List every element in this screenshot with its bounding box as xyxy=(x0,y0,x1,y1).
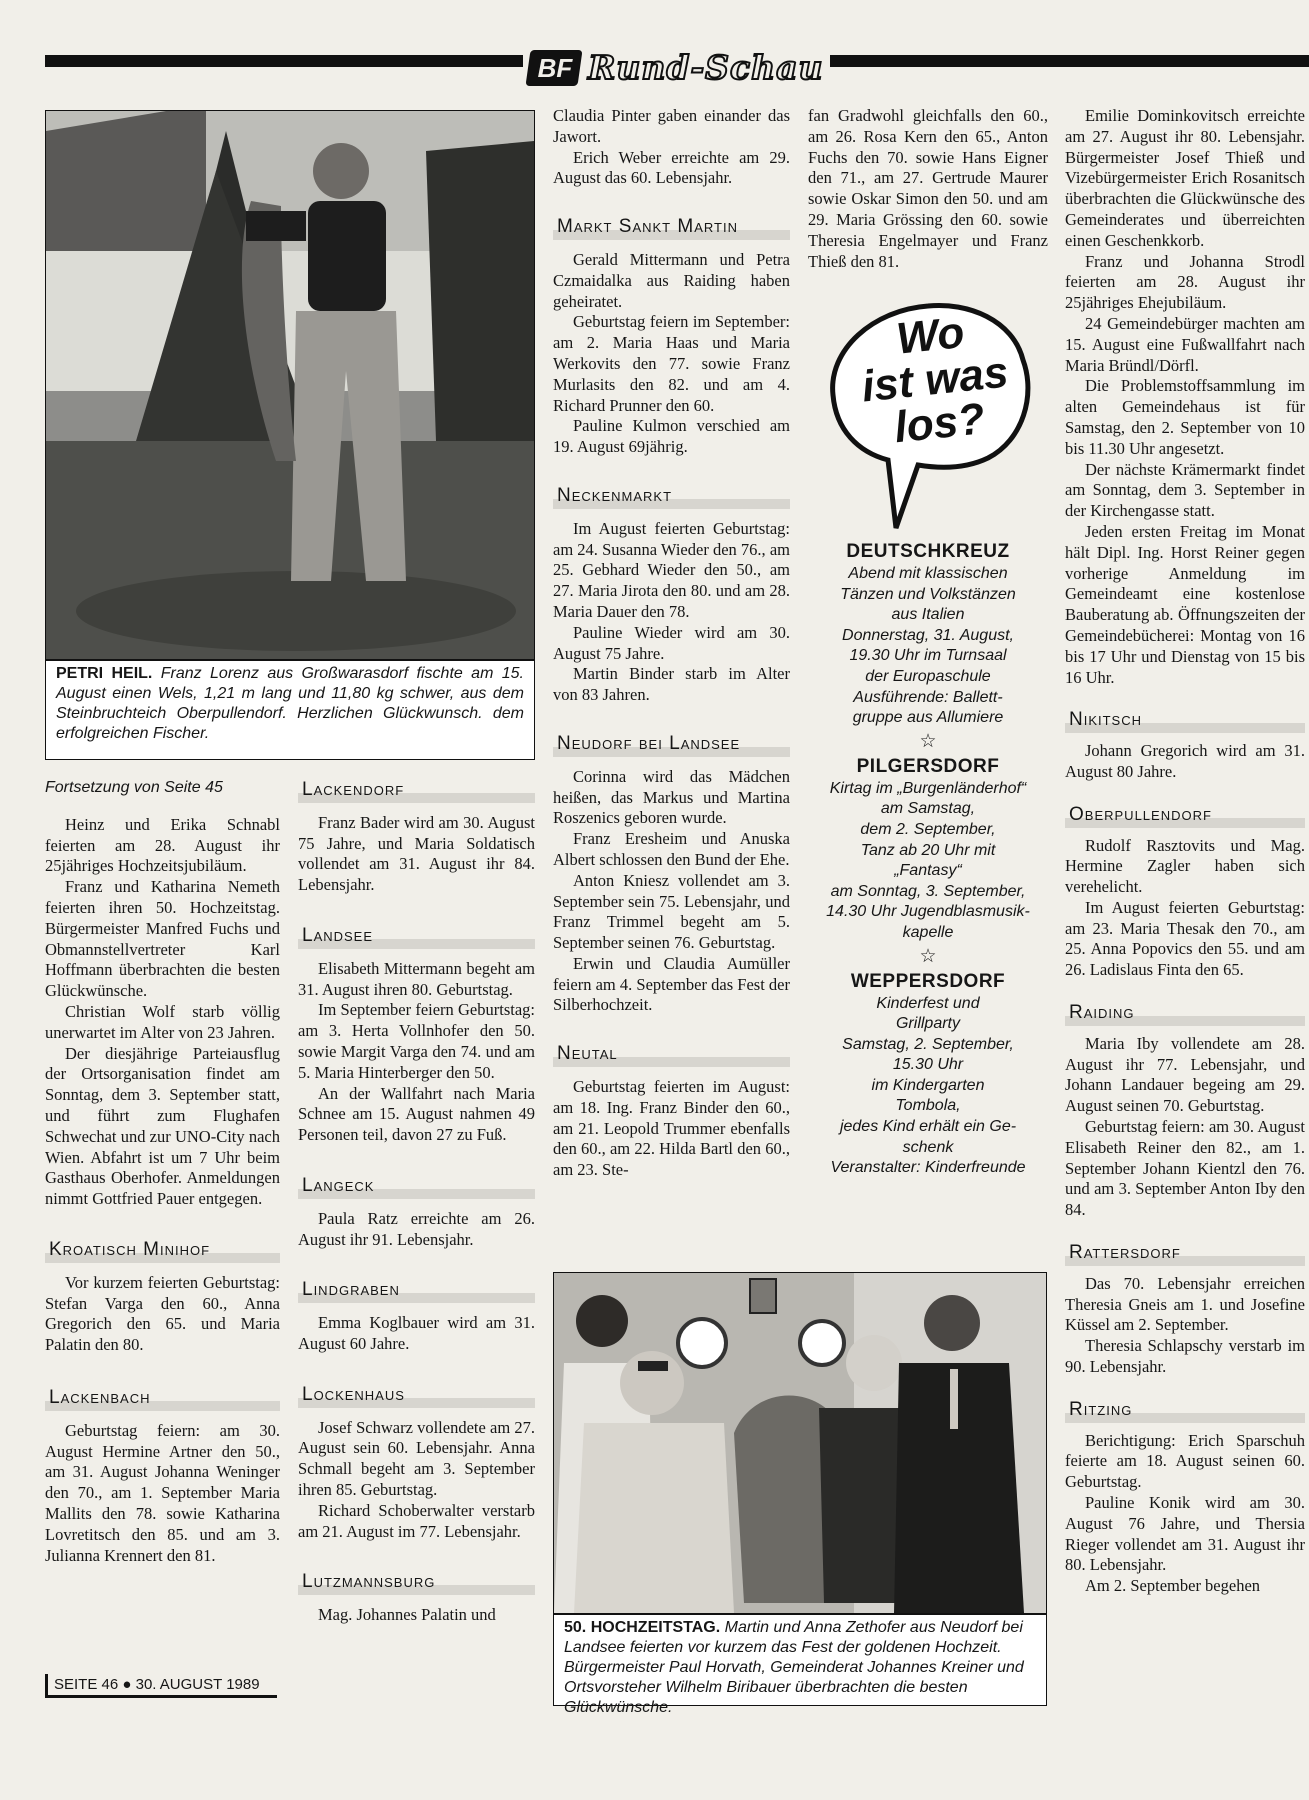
paragraph: Am 2. September begehen xyxy=(1085,1576,1261,1596)
event-line: Ausführende: Ballett- xyxy=(853,688,1003,706)
event-line: im Kindergarten xyxy=(871,1076,985,1094)
paragraph: Das 70. Lebensjahr erreichen Theresia Gneis am 1. und Josefine Küssel am 2. September. xyxy=(1065,1273,1305,1335)
paragraph: Erwin und Claudia Aumüller feiern am 4. September das Fest der Silberhochzeit. xyxy=(553,953,790,1015)
event-line: Donnerstag, 31. August, xyxy=(842,626,1014,644)
heading-lutzmannsburg: Lutzmannsburg xyxy=(298,1570,535,1595)
paragraph: Gerald Mittermann und Petra Czmaidalka aus Raiding haben geheiratet. xyxy=(553,249,790,311)
column-5 xyxy=(1065,106,1305,1597)
column-1 xyxy=(45,778,280,1566)
photo-caption xyxy=(564,1618,1034,1718)
column-2 xyxy=(298,778,535,1626)
paragraph: Geburtstag feiern: am 30. August Elisabeth Reiner den 82., am 1. September Johann Kientzl den 76. und am 3. September Anton Iby den 84. xyxy=(1065,1117,1305,1220)
continued-note: Fortsetzung von Seite 45 xyxy=(45,779,223,796)
event-line: gruppe aus Allumiere xyxy=(852,709,1004,727)
paragraph: Geburtstag feiern: am 30. August Hermine Artner den 50., am 31. August Johanna Weninger den 70., am 1. September Maria Mallits den 78. sowie Katharina Lovretitsch den 85. und am 3. Julianna Krennert den 81. xyxy=(45,1420,280,1565)
heading-landsee: Landsee xyxy=(298,924,535,949)
heading-ritzing: Ritzing xyxy=(1065,1398,1305,1423)
photo-caption xyxy=(56,664,524,744)
bullet-icon: ● xyxy=(122,1676,132,1693)
photo-golden-wedding xyxy=(553,1272,1047,1716)
event-line: „Fantasy“ xyxy=(894,862,962,880)
paragraph: Corinna wird das Mädchen heißen, das Markus und Martina Roszenics geboren wurde. xyxy=(553,766,790,828)
bubble-line-2: ist was xyxy=(859,347,1011,412)
event-line: dem 2. September, xyxy=(860,820,996,838)
paragraph: Geburtstag feiern im September: am 2. Maria Haas und Maria Werkovits den 77. sowie Franz Murlasits den 82. und am 4. Richard Prunner den 60. xyxy=(553,312,790,415)
paragraph: Josef Schwarz vollendete am 27. August sein 60. Lebensjahr. Anna Schmall begeht am 3. September ihren 85. Geburtstag. xyxy=(298,1417,535,1499)
paragraph: Im September feiern Geburtstag: am 3. Herta Vollnhofer den 50. sowie Margit Varga den 74. und am 5. Maria Hinterberger den 50. xyxy=(298,1000,535,1082)
column-3 xyxy=(553,106,790,1181)
heading-oberpullendorf: Oberpullendorf xyxy=(1065,803,1305,828)
paragraph: Christian Wolf starb völlig unerwartet im Alter von 23 Jahren. xyxy=(45,1001,280,1042)
bf-logo-text: BF xyxy=(537,53,573,83)
photo-fisherman xyxy=(45,110,535,760)
paragraph: Rudolf Rasztovits und Mag. Hermine Zagler haben sich verehelicht. xyxy=(1065,835,1305,897)
paragraph: Im August feierten Geburtstag: am 24. Susanna Wieder den 76., am 25. Gebhard Wieder den 50., am 27. Maria Jirota den 80. und am 28. Maria Dauer den 78. xyxy=(553,518,790,621)
paragraph: Pauline Wieder wird am 30. August 75 Jahre. xyxy=(553,622,790,663)
event-line: Kirtag im „Burgenländerhof“ xyxy=(829,779,1027,797)
paragraph: Heinz und Erika Schnabl feierten am 28. August ihr 25jähriges Hochzeitsjubiläum. xyxy=(45,814,280,876)
heading-lindgraben: Lindgraben xyxy=(298,1278,535,1303)
section-title: Rund-Schau xyxy=(588,48,824,87)
paragraph: 24 Gemeindebürger machten am 15. August eine Fußwallfahrt nach Maria Bründl/Dörfl. xyxy=(1065,313,1305,375)
bubble-text xyxy=(834,304,1037,455)
paragraph: Elisabeth Mittermann begeht am 31. August ihren 80. Geburtstag. xyxy=(298,958,535,999)
event-line: schenk xyxy=(902,1138,954,1156)
event-title-pilgersdorf: PILGERSDORF xyxy=(856,755,1000,777)
paragraph: Richard Schoberwalter verstarb am 21. August im 77. Lebensjahr. xyxy=(298,1500,535,1541)
paragraph: An der Wallfahrt nach Maria Schnee am 15. August nahmen 49 Personen teil, davon 27 zu Fuß. xyxy=(298,1083,535,1145)
heading-langeck: Langeck xyxy=(298,1174,535,1199)
bubble-line-3: los? xyxy=(891,394,988,453)
heading-nikitsch: Nikitsch xyxy=(1065,708,1305,733)
event-line: Veranstalter: Kinderfreunde xyxy=(830,1159,1026,1177)
paragraph: Emilie Dominkovitsch erreichte am 27. August ihr 80. Lebensjahr. Bürgermeister Josef Thieß und Vizebürgermeister Erich Rosanitsch überbrachten die Glückwünsche des Gemeinderates und überreichten einen Geschenkkorb. xyxy=(1065,106,1305,250)
paragraph: Pauline Konik wird am 30. August 76 Jahre, und Thersia Rieger vollendet am 31. August ihr 80. Lebensjahr. xyxy=(1065,1493,1305,1575)
paragraph: Franz Eresheim und Anuska Albert schlossen den Bund der Ehe. xyxy=(553,829,790,869)
column-4 xyxy=(808,106,1048,272)
paragraph: Der diesjährige Parteiausflug der Ortsorganisation findet am Sonntag, dem 3. September statt, und führt zum Flughafen Schwechat und zur UNO-City nach Wien. Abfahrt ist um 7 Uhr beim Gasthaus Oberhofer. Anmeldungen nimmt Gottfried Pauer entgegen. xyxy=(45,1043,280,1209)
heading-neckenmarkt: Neckenmarkt xyxy=(553,484,790,509)
event-line: am Samstag, xyxy=(880,800,976,818)
caption-divider xyxy=(554,1613,1046,1615)
caption-text: Martin und Anna Zethofer aus Neudorf bei Landsee feierten vor kurzem das Fest der goldenen Hochzeit. Bürgermeister Paul Horvath, Gemeinderat Johannes Kreiner und Ortsvorsteher Wilhelm Biribauer überbrachten die besten Glückwünsche. xyxy=(564,1619,1024,1716)
page-footer xyxy=(45,1674,277,1698)
paragraph: Geburtstag feierten im August: am 18. Ing. Franz Binder den 60., am 21. Leopold Trummer ebenfalls den 60., am 22. Hilda Bartl den 60., am 23. Ste- xyxy=(553,1077,790,1180)
star-icon: ☆ xyxy=(919,945,937,967)
paragraph: Berichtigung: Erich Sparschuh feierte am 18. August seinen 60. Geburtstag. xyxy=(1065,1430,1305,1492)
heading-lackendorf: Lackendorf xyxy=(298,778,535,803)
paragraph: Martin Binder starb im Alter von 83 Jahren. xyxy=(553,664,790,705)
paragraph: Die Problemstoffsammlung im alten Gemeindehaus ist für Samstag, den 2. September von 10 bis 11.30 Uhr angesetzt. xyxy=(1065,376,1305,458)
paragraph: Pauline Kulmon verschied am 19. August 69jährig. xyxy=(553,416,790,457)
paragraph: Franz und Johanna Strodl feierten am 28. August ihr 25jähriges Ehejubiläum. xyxy=(1065,251,1305,313)
event-line: 19.30 Uhr im Turnsaal xyxy=(849,647,1007,665)
heading-markt-sankt-martin: Markt Sankt Martin xyxy=(553,215,790,240)
event-line: Tänzen und Volkstänzen xyxy=(840,585,1016,603)
event-title-deutschkreuz: DEUTSCHKREUZ xyxy=(846,541,1010,562)
caption-lead: PETRI HEIL. xyxy=(56,665,153,682)
paragraph: Anton Kniesz vollendet am 3. September sein 75. Lebensjahr, und Franz Trimmel begeht am 5. September seinen 76. Geburtstag. xyxy=(553,870,790,953)
paragraph: Im August feierten Geburtstag: am 23. Maria Thesak den 70., am 25. Anna Popovics den 55. und am 26. Ladislaus Finta den 65. xyxy=(1065,897,1305,980)
heading-neutal: Neutal xyxy=(553,1042,790,1067)
paragraph: Jeden ersten Freitag im Monat hält Dipl. Ing. Horst Reiner gegen vorherige Anmeldung im Gemeindeamt eine kostenlose Bauberatung ab. Öffnungszeiten der Gemeindebücherei: Montag von 16 bis 17 Uhr und Dienstag von 15 bis 16 Uhr. xyxy=(1065,521,1305,687)
paragraph: Vor kurzem feierten Geburtstag: Stefan Varga den 60., Anna Gregorich den 65. und Maria Palatin den 80. xyxy=(45,1272,280,1355)
paragraph: Paula Ratz erreichte am 26. August ihr 91. Lebensjahr. xyxy=(298,1208,535,1249)
event-line: Kinderfest und xyxy=(876,994,980,1012)
bubble-line-1: Wo xyxy=(894,307,967,364)
event-line: Tombola, xyxy=(895,1097,961,1115)
heading-lackenbach: Lackenbach xyxy=(45,1386,280,1411)
page-number: SEITE 46 xyxy=(54,1676,119,1693)
masthead-logo xyxy=(528,46,828,90)
event-line: am Sonntag, 3. September, xyxy=(830,882,1026,900)
paragraph: Mag. Johannes Palatin und xyxy=(318,1605,496,1625)
caption-divider xyxy=(46,659,534,661)
paragraph: Theresia Schlapschy verstarb im 90. Lebensjahr. xyxy=(1065,1336,1305,1377)
event-line: jedes Kind erhält ein Ge- xyxy=(839,1118,1017,1136)
heading-lockenhaus: Lockenhaus xyxy=(298,1383,535,1408)
paragraph: Emma Koglbauer wird am 31. August 60 Jahre. xyxy=(298,1313,535,1353)
golden-wedding-photo-image xyxy=(554,1273,1046,1613)
event-line: Samstag, 2. September, xyxy=(842,1035,1014,1053)
masthead-rule-right xyxy=(830,55,1309,67)
star-icon: ☆ xyxy=(919,730,937,752)
masthead-rule-left xyxy=(45,55,523,67)
event-title-weppersdorf: WEPPERSDORF xyxy=(850,970,1006,992)
paragraph: Maria Iby vollendete am 28. August ihr 77. Lebensjahr, und Johann Landauer begeing am 29. August seinen 70. Geburtstag. xyxy=(1065,1033,1305,1116)
event-line: aus Italien xyxy=(891,606,965,624)
event-line: Grillparty xyxy=(895,1015,960,1033)
caption-lead: 50. HOCHZEITSTAG. xyxy=(564,1619,721,1636)
paragraph: Erich Weber erreichte am 29. August das 60. Lebensjahr. xyxy=(553,147,790,188)
heading-kroatisch-minihof: Kroatisch Minihof xyxy=(45,1238,280,1263)
paragraph: Franz und Katharina Nemeth feierten ihren 50. Hochzeitstag. Bürgermeister Manfred Fuchs und Obmannstellvertreter Karl Hoffmann überbrachten die besten Glückwünsche. xyxy=(45,877,280,1001)
paragraph: Claudia Pinter gaben einander das Jawort. xyxy=(553,106,790,146)
event-line: 15.30 Uhr xyxy=(892,1056,964,1074)
event-line: Abend mit klassischen xyxy=(848,565,1008,582)
heading-rattersdorf: Rattersdorf xyxy=(1065,1241,1305,1266)
heading-neudorf-bei-landsee: Neudorf bei Landsee xyxy=(553,732,790,757)
paragraph: Der nächste Krämermarkt findet am Sonntag, dem 3. September in der Kirchengasse statt. xyxy=(1065,459,1305,521)
event-line: der Europaschule xyxy=(865,667,991,685)
paragraph: Franz Bader wird am 30. August 75 Jahre, und Maria Soldatisch vollendet am 31. August ihr 84. Lebensjahr. xyxy=(298,812,535,895)
fisherman-photo-image xyxy=(46,111,534,659)
paragraph: Johann Gregorich wird am 31. August 80 Jahre. xyxy=(1065,741,1305,781)
caption-text: Franz Lorenz aus Großwarasdorf fischte am 15. August einen Wels, 1,21 m lang und 11,80 kg schwer, aus dem Steinbruchteich Oberpullendorf. Herzlichen Glückwunsch. dem erfolgreichen Fischer. xyxy=(56,665,525,742)
paragraph: fan Gradwohl gleichfalls den 60., am 26. Rosa Kern den 65., Anton Fuchs den 70. sowie Hans Eigner den 71., am 27. Gertrude Maurer sowie Oskar Simon den 50. und am 29. Maria Grössing den 60. sowie Theresia Engelmayer und Franz Thieß den 81. xyxy=(808,106,1048,271)
event-line: Tanz ab 20 Uhr mit xyxy=(860,841,996,859)
heading-raiding: Raiding xyxy=(1065,1001,1305,1026)
event-line: 14.30 Uhr Jugendblasmusik- xyxy=(826,903,1030,921)
events-listing xyxy=(808,540,1048,1179)
event-line: kapelle xyxy=(902,923,954,941)
issue-date: 30. AUGUST 1989 xyxy=(135,1676,260,1693)
